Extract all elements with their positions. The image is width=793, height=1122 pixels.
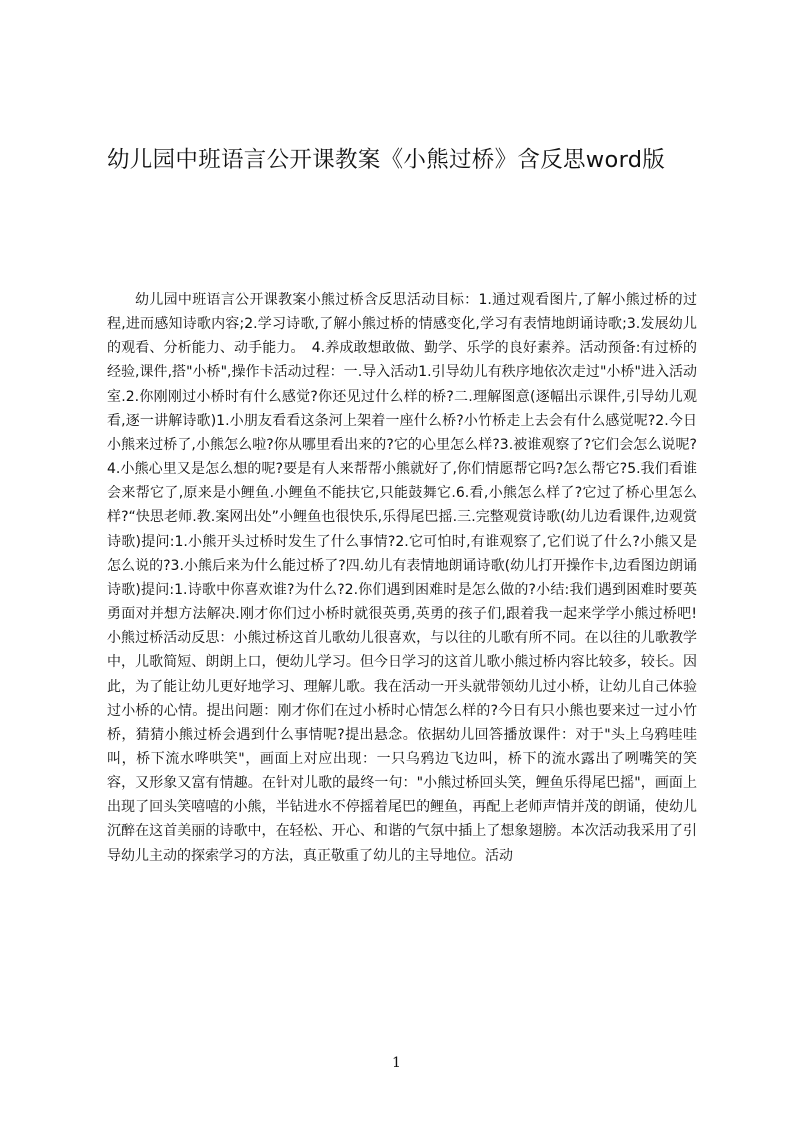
page-number: 1 [392, 1055, 401, 1071]
document-title: 幼儿园中班语言公开课教案《小熊过桥》含反思word版 [107, 147, 666, 173]
document-body-text: 幼儿园中班语言公开课教案小熊过桥含反思活动目标：1.通过观看图片,了解小熊过桥的过程,进而感知诗歌内容;2.学习诗歌,了解小熊过桥的情感变化,学习有表情地朗诵诗歌;3.发展幼儿的观看、分析能力、动手能力。 4.养成敢想敢做、勤学、乐学的良好素养。活动预备:有过桥的经验,课件,搭"小桥",操作卡活动过程：一.导入活动1.引导幼儿有秩序地依次走过"小桥"进入活动室.2.你刚刚过小桥时有什么感觉?你还见过什么样的桥?二.理解图意(逐幅出示课件,引导幼儿观看,逐一讲解诗歌)1.小朋友看看这条河上架着一座什么桥?小竹桥走上去会有什么感觉呢?2.今日小熊来过桥了,小熊怎么啦?你从哪里看出来的?它的心里怎么样?3.被谁观察了?它们会怎么说呢?4.小熊心里又是怎么想的呢?要是有人来帮帮小熊就好了,你们情愿帮它吗?怎么帮它?5.我们看谁会来帮它了,原来是小鲤鱼.小鲤鱼不能扶它,只能鼓舞它.6.看,小熊怎么样了?它过了桥心里怎么样?“快思老师.教.案网出处”小鲤鱼也很快乐,乐得尾巴摇.三.完整观赏诗歌(幼儿边看课件,边观赏诗歌)提问:1.小熊开头过桥时发生了什么事情?2.它可怕时,有谁观察了,它们说了什么?小熊又是怎么说的?3.小熊后来为什么能过桥了?四.幼儿有表情地朗诵诗歌(幼儿打开操作卡,边看图边朗诵诗歌)提问:1.诗歌中你喜欢谁?为什么?2.你们遇到困难时是怎么做的?小结:我们遇到困难时要英勇面对并想方法解决.刚才你们过小桥时就很英勇,英勇的孩子们,跟着我一起来学学小熊过桥吧!小熊过桥活动反思：小熊过桥这首儿歌幼儿很喜欢，与以往的儿歌有所不同。在以往的儿歌教学中，儿歌简短、朗朗上口，便幼儿学习。但今日学习的这首儿歌小熊过桥内容比较多，较长。因此，为了能让幼儿更好地学习、理解儿歌。我在活动一开头就带领幼儿过小桥，让幼儿自己体验过小桥的心情。提出问题：刚才你们在过小桥时心情怎么样的?今日有只小熊也要来过一过小竹桥，猜猜小熊过桥会遇到什么事情呢?提出悬念。依据幼儿回答播放课件：对于"头上乌鸦哇哇叫，桥下流水哗哄笑"，画面上对应出现：一只乌鸦边飞边叫，桥下的流水露出了咧嘴笑的笑容，又形象又富有情趣。在针对儿歌的最终一句："小熊过桥回头笑，鲤鱼乐得尾巴摇"，画面上出现了回头笑嘻嘻的小熊，半钻进水不停摇着尾巴的鲤鱼，再配上老师声情并茂的朗诵，使幼儿沉醉在这首美丽的诗歌中，在轻松、开心、和谐的气氛中插上了想象翅膀。本次活动我采用了引导幼儿主动的探索学习的方法，真正敬重了幼儿的主导地位。活动 [107, 292, 697, 864]
